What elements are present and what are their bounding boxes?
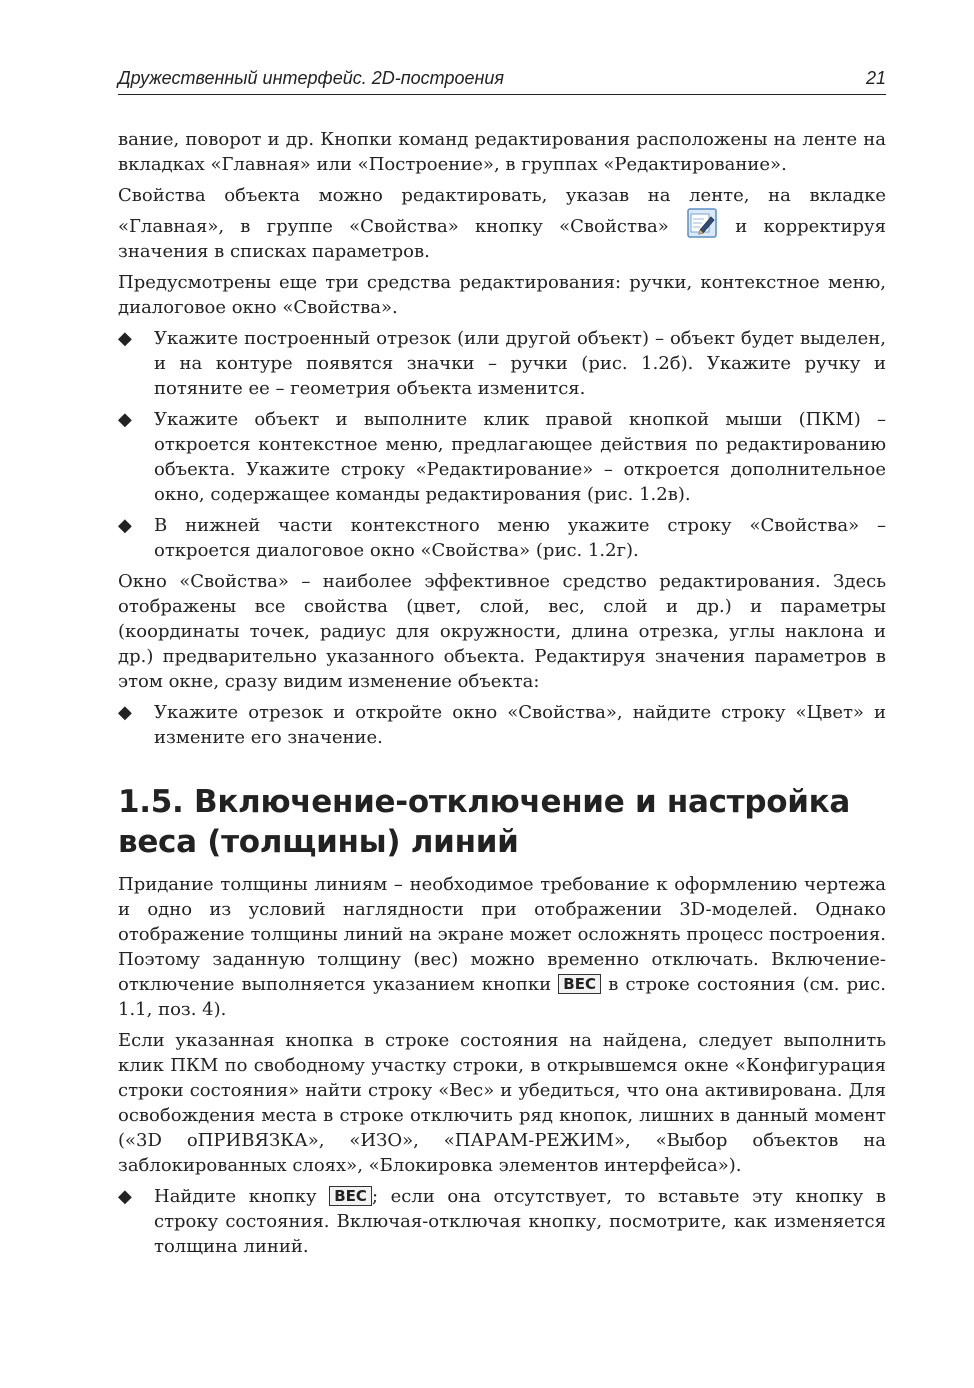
properties-pencil-icon [687,208,717,238]
list-item: ◆ Укажите построенный отрезок (или другой объект) – объект будет выделен, и на контуре появятся значки – ручки (рис. 1.2б). Укажите ручку и потяните ее – геометрия объекта изменится. [118,328,886,399]
paragraph-weight: Придание толщины линиям – необходимое требование к оформлению чертежа и одно из условий наглядности при отображении 3D-моделей. Однако отображение толщины линий на экране может осложнять процесс построения. Поэтому заданную толщину (вес) можно временно отключать. Включение-отключение выполняется указанием кнопки ВЕС в строке состояния (см. рис. 1.1, поз. 4). [118,874,886,1020]
weight-button: ВЕС [329,1186,372,1206]
paragraph: Окно «Свойства» – наиболее эффективное средство редактирования. Здесь отображены все свойства (цвет, слой, вес, слой и др.) и параметры (координаты точек, радиус для окружности, длина отрезка, углы наклона и др.) предварительно указанного объекта. Редактируя значения параметров в этом окне, сразу видим изменение объекта: [118,571,886,692]
list-item: ◆ Укажите отрезок и откройте окно «Свойства», найдите строку «Цвет» и измените его значение. [118,702,886,748]
paragraph: Если указанная кнопка в строке состояния на найдена, следует выполнить клик ПКМ по свободному участку строки, в открывшемся окне «Конфигурация строки состояния» найти строку «Вес» и убедиться, что она активирована. Для освобождения места в строке отключить ряд кнопок, лишних в данный момент («3D оПРИВЯЗКА», «ИЗО», «ПАРАМ-РЕЖИМ», «Выбор объектов на заблокированных слоях», «Блокировка элементов интерфейса»). [118,1030,886,1176]
bullet-diamond-icon: ◆ [118,409,132,430]
paragraph: Предусмотрены еще три средства редактирования: ручки, контекстное меню, диалоговое окно «Свойства». [118,272,886,318]
weight-button: ВЕС [558,974,601,994]
list-item: ◆ Найдите кнопку ВЕС ; если она отсутствует, то вставьте эту кнопку в строку состояния. Включая-отключая кнопку, посмотрите, как изменяется толщина линий. [118,1186,886,1257]
paragraph: вание, поворот и др. Кнопки команд редактирования расположены на ленте на вкладках «Главная» или «Построение», в группах «Редактирование». [118,129,886,175]
bullet-diamond-icon: ◆ [118,328,132,349]
list-item: ◆ Укажите объект и выполните клик правой кнопкой мыши (ПКМ) – откроется контекстное меню, предлагающее действия по редактированию объекта. Укажите строку «Редактирование» – откроется дополнительное окно, содержащее команды редактирования (рис. 1.2в). [118,409,886,505]
list-item: ◆ В нижней части контекстного меню укажите строку «Свойства» – откроется диалоговое окно «Свойства» (рис. 1.2г). [118,515,886,561]
section-heading: 1.5. Включение-отключение и настройка веса (толщины) линий [118,784,851,860]
bullet-diamond-icon: ◆ [118,515,132,536]
header-title: Дружественный интерфейс. 2D-построения [118,68,505,88]
bullet-diamond-icon: ◆ [118,1186,132,1207]
bullet-diamond-icon: ◆ [118,702,132,723]
page-body [118,127,886,1265]
paragraph-properties: Свойства объекта можно редактировать, указав на ленте, на вкладке «Главная», в группе «Свойства» кнопку «Свойства» и корректируя значения в списках параметров. [118,185,886,262]
running-header [118,66,886,95]
page-number: 21 [865,68,886,88]
